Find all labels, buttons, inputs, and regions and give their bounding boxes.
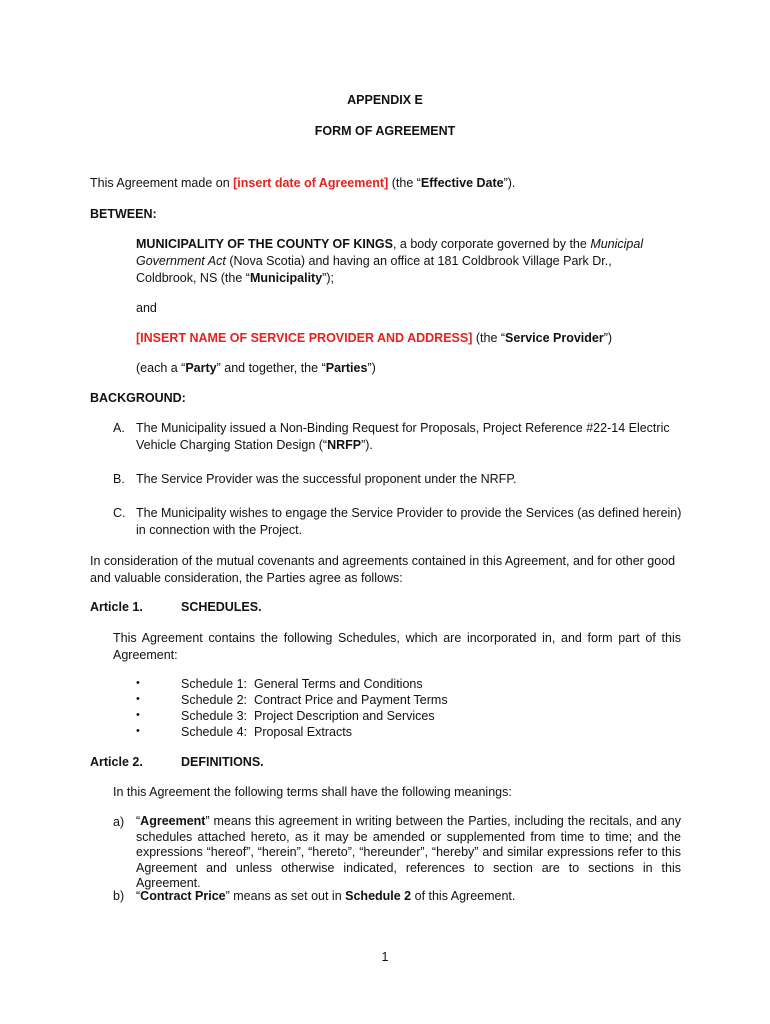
schedule-item: Schedule 4: Proposal Extracts [181, 725, 352, 739]
service-provider-party: [INSERT NAME OF SERVICE PROVIDER AND ADDRESS] (the “Service Provider”) [136, 331, 613, 345]
recital-b: The Service Provider was the successful proponent under the NRFP. [136, 472, 517, 486]
article-1-title: SCHEDULES. [181, 600, 262, 614]
consideration-paragraph: In consideration of the mutual covenants and agreements contained in this Agreement, and for other good and valuable consideration, the Parties agree as follows: [90, 554, 676, 585]
appendix-heading: APPENDIX E [347, 93, 423, 107]
background-heading: BACKGROUND: [90, 391, 186, 405]
recital-b-label: B. [113, 472, 125, 486]
page-number: 1 [381, 950, 389, 964]
between-heading: BETWEEN: [90, 207, 157, 221]
definition-contract-price: “Contract Price” means as set out in Schedule 2 of this Agreement. [136, 889, 516, 903]
article-1-intro: This Agreement contains the following Schedules, which are incorporated in, and form part of this Agreement: [113, 631, 681, 662]
schedule-item: Schedule 3: Project Description and Services [181, 709, 435, 723]
definition-agreement: “Agreement” means this agreement in writing between the Parties, including the recitals, and any schedules attached hereto, as it may be amended or supplemented from time to time; and the expressions “hereof”, “herein”, “hereto”, “hereunder”, “hereby” and similar expressions refer to this Agreement and unless otherwise indicated, references to section are to sections in this Agreement. [136, 814, 681, 890]
recital-a: The Municipality issued a Non-Binding Request for Proposals, Project Reference #22-14 Electric Vehicle Charging Station Design (“NRFP”). [136, 421, 670, 452]
date-placeholder: [insert date of Agreement] [233, 176, 389, 190]
municipality-party: MUNICIPALITY OF THE COUNTY OF KINGS, a body corporate governed by the Municipal Government Act (Nova Scotia) and having an office at 181 Coldbrook Village Park Dr., Coldbrook, NS (the “Municipality”); [136, 237, 644, 285]
schedule-item: Schedule 2: Contract Price and Payment Terms [181, 693, 448, 707]
definition-a-label: a) [113, 815, 125, 829]
recital-c: The Municipality wishes to engage the Service Provider to provide the Services (as defined herein) in connection with the Project. [136, 506, 682, 537]
intro-paragraph: This Agreement made on [insert date of Agreement] (the “Effective Date”). [90, 176, 516, 190]
article-1-label: Article 1. [90, 600, 143, 614]
bullet-icon: • [136, 693, 140, 705]
bullet-icon: • [136, 725, 140, 737]
schedule-item: Schedule 1: General Terms and Conditions [181, 677, 423, 691]
parties-definition: (each a “Party” and together, the “Parties”) [136, 361, 376, 375]
and-text: and [136, 301, 157, 315]
article-2-label: Article 2. [90, 755, 143, 769]
provider-placeholder: [INSERT NAME OF SERVICE PROVIDER AND ADDRESS] [136, 331, 473, 345]
article-2-intro: In this Agreement the following terms shall have the following meanings: [113, 785, 512, 799]
recital-a-label: A. [113, 421, 125, 435]
document-title: FORM OF AGREEMENT [314, 124, 456, 138]
definition-b-label: b) [113, 889, 125, 903]
recital-c-label: C. [113, 506, 126, 520]
bullet-icon: • [136, 709, 140, 721]
article-2-title: DEFINITIONS. [181, 755, 264, 769]
bullet-icon: • [136, 677, 140, 689]
